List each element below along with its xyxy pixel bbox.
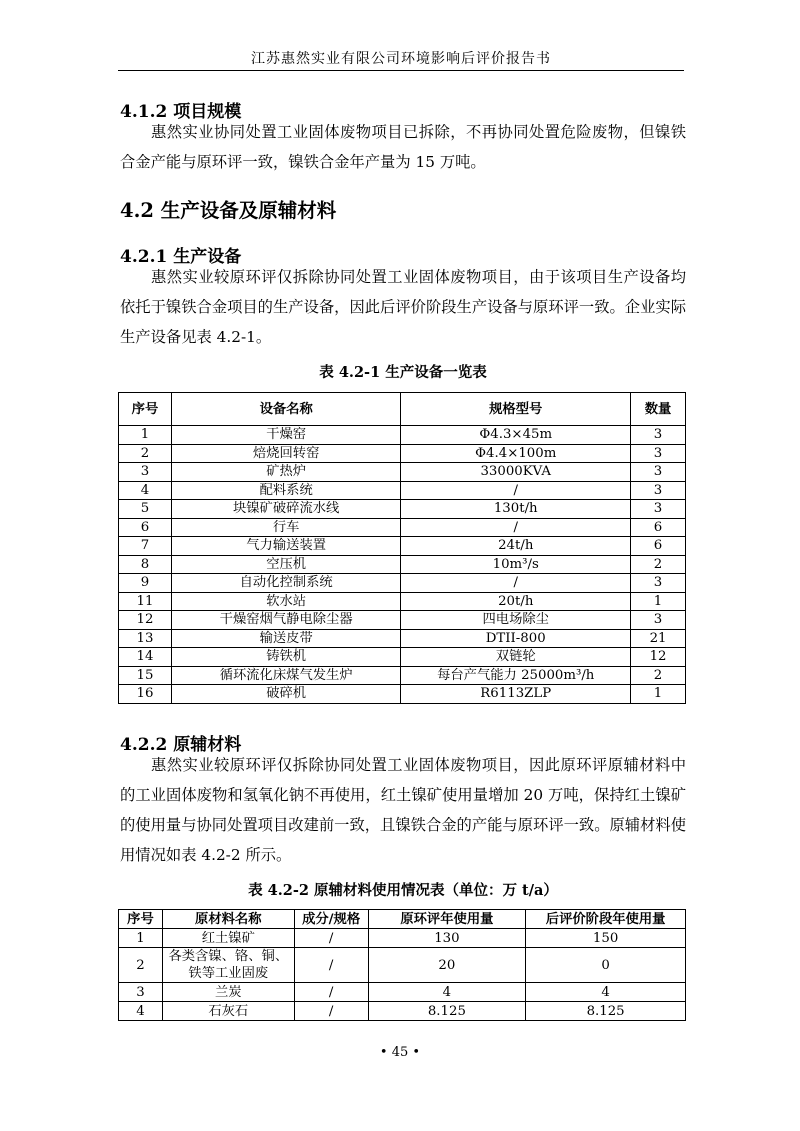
table-cell: 1 (119, 929, 163, 948)
table-cell: 150 (526, 929, 686, 948)
table-cell: 8 (119, 555, 172, 574)
table-cell: 干燥窑 (171, 426, 401, 445)
heading-4-1-2: 4.1.2 项目规模 (120, 102, 242, 122)
table-cell: / (294, 929, 368, 948)
table-cell: 20t/h (401, 592, 631, 611)
header-cell: 原环评年使用量 (368, 910, 526, 929)
header-cell: 序号 (119, 393, 172, 426)
table-row (119, 574, 686, 593)
table-cell: 3 (631, 574, 686, 593)
table-cell: 3 (119, 983, 163, 1002)
table-cell: 12 (631, 648, 686, 667)
table-cell: 1 (119, 426, 172, 445)
table-cell: 4 (119, 481, 172, 500)
table-cell: 6 (119, 518, 172, 537)
table-cell: 7 (119, 537, 172, 556)
table-cell: 21 (631, 629, 686, 648)
table-row (119, 444, 686, 463)
table-cell: 3 (631, 500, 686, 519)
table-cell: 3 (631, 611, 686, 630)
table-row (119, 537, 686, 556)
table-cell: 2 (119, 948, 163, 983)
table-cell: 气力输送装置 (171, 537, 401, 556)
table-cell: 自动化控制系统 (171, 574, 401, 593)
table-cell: 4 (368, 983, 526, 1002)
table-row (119, 983, 686, 1002)
table-row (119, 1002, 686, 1021)
table-row (119, 463, 686, 482)
header-rule (118, 70, 684, 71)
table-cell: 20 (368, 948, 526, 983)
table-row (119, 685, 686, 704)
table-cell: 破碎机 (171, 685, 401, 704)
table-cell: 循环流化床煤气发生炉 (171, 666, 401, 685)
heading-4-2-1: 4.2.1 生产设备 (120, 247, 242, 267)
table-cell: 配料系统 (171, 481, 401, 500)
table-cell: 130 (368, 929, 526, 948)
table-cell: 红土镍矿 (162, 929, 294, 948)
heading-4-2-2: 4.2.2 原辅材料 (120, 735, 242, 755)
table-cell: 块镍矿破碎流水线 (171, 500, 401, 519)
table-row (119, 629, 686, 648)
table-cell: 14 (119, 648, 172, 667)
table-cell: 每台产气能力 25000m³/h (401, 666, 631, 685)
table-cell: 石灰石 (162, 1002, 294, 1021)
table-row (119, 426, 686, 445)
table-cell: / (294, 983, 368, 1002)
table-cell: 9 (119, 574, 172, 593)
table-cell: 24t/h (401, 537, 631, 556)
header-cell: 数量 (631, 393, 686, 426)
table-row (119, 555, 686, 574)
table-row (119, 929, 686, 948)
table-header-row (119, 910, 686, 929)
table-row (119, 500, 686, 519)
table-cell: / (401, 481, 631, 500)
table-cell: 12 (119, 611, 172, 630)
header-cell: 序号 (119, 910, 163, 929)
page-number: • 45 • (379, 1045, 421, 1060)
table-cell: 0 (526, 948, 686, 983)
table-cell: 10m³/s (401, 555, 631, 574)
table-cell: 3 (631, 481, 686, 500)
table-cell: / (401, 518, 631, 537)
table-cell: 双链轮 (401, 648, 631, 667)
table1-caption: 表 4.2-1 生产设备一览表 (319, 364, 487, 381)
table-row (119, 666, 686, 685)
header-cell: 设备名称 (171, 393, 401, 426)
header-cell: 原材料名称 (162, 910, 294, 929)
table-cell: 6 (631, 537, 686, 556)
table-cell: Φ4.3×45m (401, 426, 631, 445)
table-cell: 3 (631, 426, 686, 445)
table-cell: / (401, 574, 631, 593)
table-cell: 4 (119, 1002, 163, 1021)
table-cell: 行车 (171, 518, 401, 537)
table-header-row (119, 393, 686, 426)
header-cell: 规格型号 (401, 393, 631, 426)
table-row (119, 948, 686, 983)
table-cell: / (294, 948, 368, 983)
table-cell: 兰炭 (162, 983, 294, 1002)
table-cell: Φ4.4×100m (401, 444, 631, 463)
table-cell: 2 (631, 555, 686, 574)
table-cell: 3 (631, 463, 686, 482)
table-cell: 焙烧回转窑 (171, 444, 401, 463)
table-cell: 130t/h (401, 500, 631, 519)
table-cell: 16 (119, 685, 172, 704)
table2-caption: 表 4.2-2 原辅材料使用情况表（单位：万 t/a） (248, 882, 558, 899)
table-cell: DTII-800 (401, 629, 631, 648)
header-cell: 成分/规格 (294, 910, 368, 929)
table-cell: 5 (119, 500, 172, 519)
table-cell: 2 (119, 444, 172, 463)
table-cell: 1 (631, 685, 686, 704)
table-cell: 输送皮带 (171, 629, 401, 648)
table-cell: 13 (119, 629, 172, 648)
table-cell: 2 (631, 666, 686, 685)
equipment-table (118, 392, 686, 704)
table-cell: 干燥窑烟气静电除尘器 (171, 611, 401, 630)
table-cell: 8.125 (526, 1002, 686, 1021)
table-cell: 4 (526, 983, 686, 1002)
table-cell: 软水站 (171, 592, 401, 611)
table-row (119, 481, 686, 500)
raw-materials-table (118, 909, 686, 1021)
paragraph-raw-materials: 惠然实业较原环评仅拆除协同处置工业固体废物项目，因此原环评原辅材料中的工业固体废物和氢氧化钠不再使用，红土镍矿使用量增加 20 万吨，保持红土镍矿的使用量与协同处置项目改建前一致，且镍铁合金的产能与原环评一致。原辅材料使用情况如表 4.2-2 所示。 (120, 756, 686, 864)
table-cell: 铸铁机 (171, 648, 401, 667)
heading-4-2: 4.2 生产设备及原辅材料 (120, 199, 337, 222)
paragraph-project-scale: 惠然实业协同处置工业固体废物项目已拆除，不再协同处置危险废物，但镍铁合金产能与原环评一致，镍铁合金年产量为 15 万吨。 (120, 123, 686, 171)
table-cell: 1 (631, 592, 686, 611)
table-cell: R6113ZLP (401, 685, 631, 704)
table-row (119, 648, 686, 667)
table-cell: 33000KVA (401, 463, 631, 482)
table-cell: 8.125 (368, 1002, 526, 1021)
table-cell: 四电场除尘 (401, 611, 631, 630)
table-row (119, 518, 686, 537)
table-cell: 11 (119, 592, 172, 611)
table-cell: 空压机 (171, 555, 401, 574)
table-cell: / (294, 1002, 368, 1021)
paragraph-equipment: 惠然实业较原环评仅拆除协同处置工业固体废物项目，由于该项目生产设备均依托于镍铁合金项目的生产设备，因此后评价阶段生产设备与原环评一致。企业实际生产设备见表 4.2-1。 (120, 268, 686, 346)
table-cell: 矿热炉 (171, 463, 401, 482)
table-cell: 6 (631, 518, 686, 537)
table-cell: 各类含镍、铬、铜、铁等工业固废 (162, 948, 294, 983)
table-cell: 3 (119, 463, 172, 482)
table-row (119, 611, 686, 630)
table-row (119, 592, 686, 611)
table-cell: 15 (119, 666, 172, 685)
table-cell: 3 (631, 444, 686, 463)
page-header: 江苏惠然实业有限公司环境影响后评价报告书 (251, 51, 551, 67)
header-cell: 后评价阶段年使用量 (526, 910, 686, 929)
